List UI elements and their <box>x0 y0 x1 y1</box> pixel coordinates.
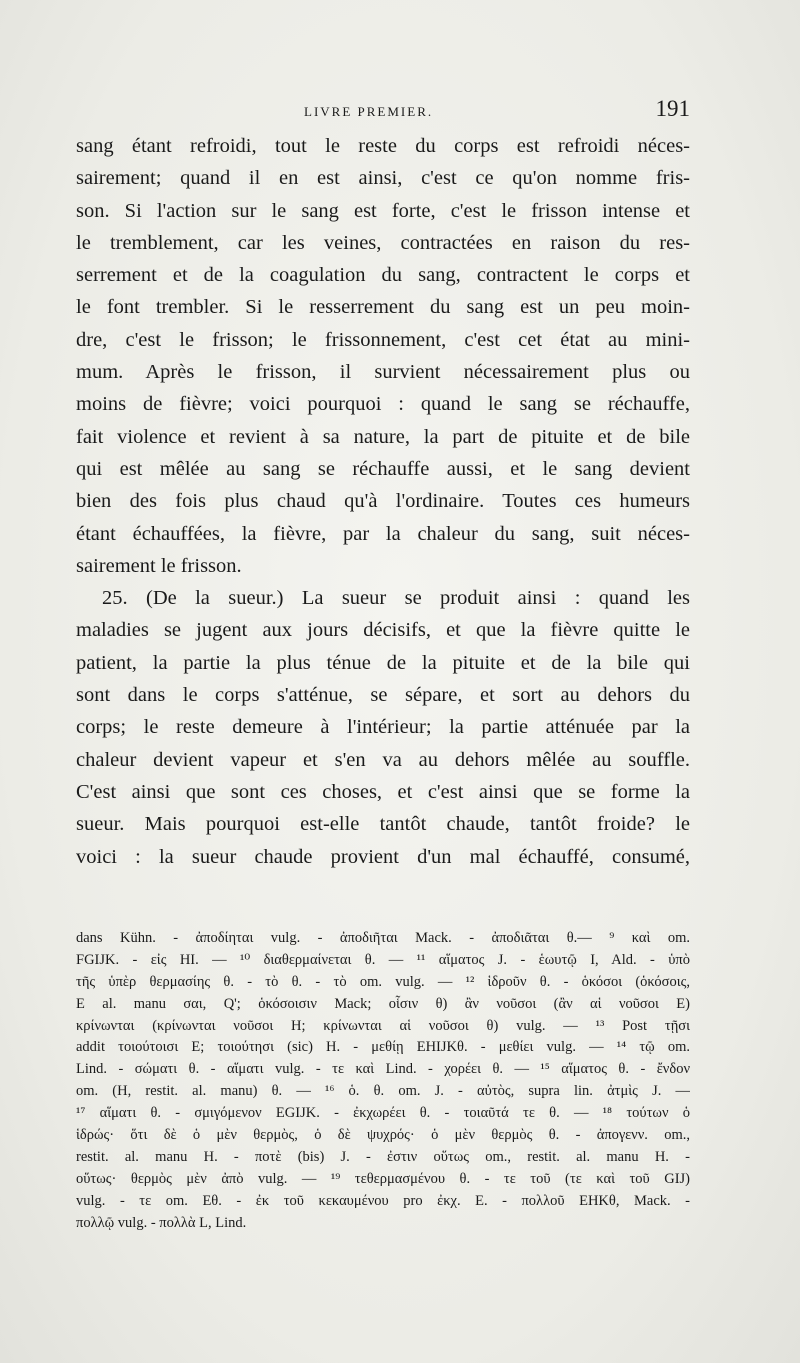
text-line: dre, c'est le frisson; le frissonnement, c'est cet état au mini- <box>76 328 690 351</box>
text-line: patient, la partie la plus ténue de la pituite et de la bile qui <box>76 651 690 674</box>
footnotes <box>76 928 690 1234</box>
text-line: bien des fois plus chaud qu'à l'ordinaire. Toutes ces humeurs <box>76 490 690 513</box>
text-line: sairement le frisson. <box>76 554 242 577</box>
footnote-line: οὕτως· θερμὸς μὲν ἀπὸ vulg. — ¹⁹ τεθερμασμένου θ. - τε τοῦ (τε καὶ τοῦ GIJ) <box>76 1170 690 1187</box>
footnote-line: κρίνωνται (κρίνωνται νοῦσοι H; κρίνωνται αἱ νοῦσοι θ) vulg. — ¹³ Post τῇσι <box>76 1017 690 1034</box>
text-line: corps; le reste demeure à l'intérieur; la partie atténuée par la <box>76 716 690 739</box>
text-line: sont dans le corps s'atténue, se sépare, et sort au dehors du <box>76 684 690 707</box>
body-text <box>76 130 690 873</box>
footnote-line: restit. al. manu H. - ποτὲ (bis) J. - ἐστιν οὕτως om., restit. al. manu H. - <box>76 1148 690 1165</box>
section-heading-line: 25. (De la sueur.) La sueur se produit ainsi : quand les <box>102 587 690 610</box>
page-number: 191 <box>655 96 690 121</box>
footnote-line: τῆς ὑπὲρ θερμασίης θ. - τὸ θ. - τὸ om. vulg. — ¹² ἱδροῦν θ. - ὁκόσοι (ὁκόσοις, <box>76 973 690 990</box>
footnote-line: vulg. - τε om. Eθ. - ἐκ τοῦ κεκαυμένου pro ἐκχ. E. - πολλοῦ EHKθ, Mack. - <box>76 1192 690 1209</box>
text-line: voici : la sueur chaude provient d'un mal échauffé, consumé, <box>76 845 690 868</box>
footnote-line: addit τοιούτοισι E; τοιούτησι (sic) H. - μεθίῃ EHIJKθ. - μεθίει vulg. — ¹⁴ τῷ om. <box>76 1039 690 1056</box>
text-line: qui est mêlée au sang se réchauffe aussi, et le sang devient <box>76 457 690 480</box>
text-line: son. Si l'action sur le sang est forte, c'est le frisson intense et <box>76 199 690 222</box>
text-line: le tremblement, car les veines, contractées en raison du res- <box>76 231 690 254</box>
text-line: maladies se jugent aux jours décisifs, et que la fièvre quitte le <box>76 619 690 642</box>
footnote-line: dans Kühn. - ἀποδίηται vulg. - ἀποδιῆται Mack. - ἀποδιᾶται θ.— ⁹ καὶ om. <box>76 930 690 946</box>
footnote-line: ¹⁷ αἵματι θ. - σμιγόμενον EGIJK. - ἐκχωρέει θ. - τοιαῦτά τε θ. — ¹⁸ τούτων ὁ <box>76 1105 690 1122</box>
text-line: sairement; quand il en est ainsi, c'est ce qu'on nomme fris- <box>76 167 690 190</box>
text-line: sang étant refroidi, tout le reste du corps est refroidi néces- <box>76 135 690 157</box>
text-line: C'est ainsi que sont ces choses, et c'est ainsi que se forme la <box>76 780 690 803</box>
footnote-line: FGIJK. - εἰς HI. — ¹⁰ διαθερμαίνεται θ. — ¹¹ αἵματος J. - ἑωυτῷ I, Ald. - ὑπὸ <box>76 951 690 968</box>
footnote-line: πολλῷ vulg. - πολλὰ L, Lind. <box>76 1214 247 1231</box>
text-line: le font trembler. Si le resserrement du sang est un peu moin- <box>76 296 690 319</box>
footnote-line: om. (H, restit. al. manu) θ. — ¹⁶ ὁ. θ. om. J. - αὐτὸς, supra lin. ἀτμὶς J. — <box>76 1083 690 1100</box>
text-line: moins de fièvre; voici pourquoi : quand le sang se réchauffe, <box>76 393 690 416</box>
text-line: mum. Après le frisson, il survient nécessairement plus ou <box>76 361 690 384</box>
text-line: étant échauffées, la fièvre, par la chaleur du sang, suit néces- <box>76 522 690 545</box>
text-line: chaleur devient vapeur et s'en va au dehors mêlée au souffle. <box>76 748 690 771</box>
footnote-line: E al. manu σαι, Q'; ὁκόσοισιν Mack; οἷσιν θ) ἂν νοῦσοι (ἂν αἱ νοῦσοι E) <box>76 995 690 1012</box>
footnote-line: Lind. - σώματι θ. - αἵματι vulg. - τε καὶ Lind. - χορέει θ. — ¹⁵ αἵματος θ. - ἔνδον <box>76 1061 690 1078</box>
text-line: sueur. Mais pourquoi est-elle tantôt chaude, tantôt froide? le <box>76 813 690 836</box>
text-line: serrement et de la coagulation du sang, contractent le corps et <box>76 264 690 287</box>
running-head: LIVRE PREMIER. <box>304 104 434 119</box>
page-header <box>76 96 690 126</box>
footnote-line: ἱδρώς· ὅτι δὲ ὁ μὲν θερμὸς, ὁ δὲ ψυχρός· ὁ μὲν θερμὸς θ. - ἀπογενν. om., <box>76 1127 690 1144</box>
text-line: fait violence et revient à sa nature, la part de pituite et de bile <box>76 425 690 448</box>
